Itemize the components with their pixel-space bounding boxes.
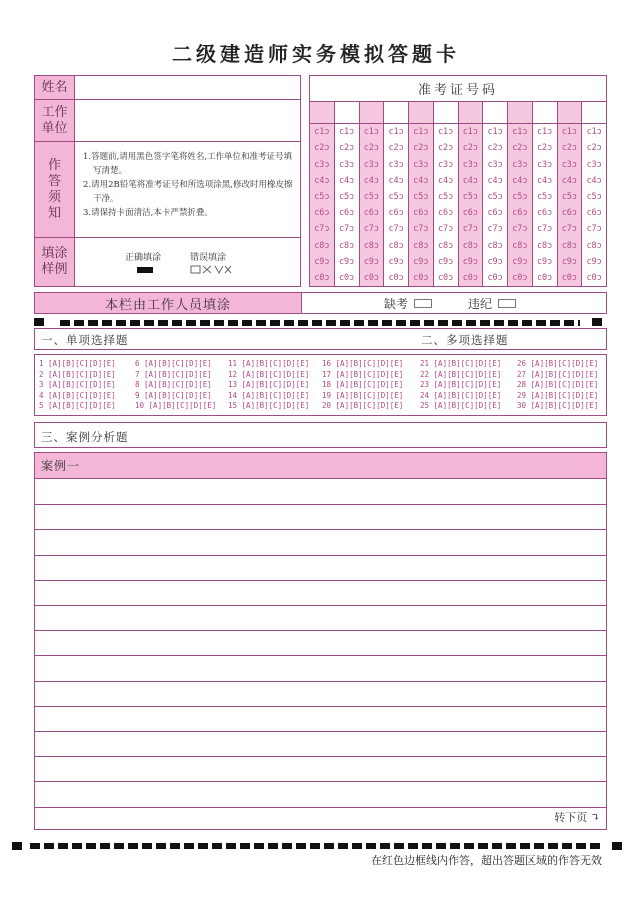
notes-list <box>83 150 294 220</box>
case-title: 案例一 <box>35 453 606 479</box>
registration-mark <box>12 842 22 850</box>
absent-checkbox[interactable] <box>414 299 432 308</box>
id-digit-bubble[interactable]: c3ɔ <box>363 159 380 170</box>
id-digit-bubble[interactable]: c6ɔ <box>388 208 404 219</box>
id-digit-bubble[interactable]: c5ɔ <box>314 191 330 202</box>
case-section-title: 三、案例分析题 <box>41 430 129 444</box>
bottom-cut-line <box>30 843 602 849</box>
id-digit-bubble[interactable]: c9ɔ <box>487 256 503 267</box>
id-digit-bubble[interactable]: c8ɔ <box>437 240 454 251</box>
id-digit-bubble[interactable]: c5ɔ <box>388 191 404 202</box>
id-digit-column <box>409 102 434 286</box>
id-digit-bubble[interactable]: c2ɔ <box>512 143 528 154</box>
id-digit-bubble[interactable]: c5ɔ <box>413 191 429 202</box>
admission-number-columns <box>310 102 606 286</box>
id-digit-bubble[interactable]: c6ɔ <box>561 208 578 219</box>
choice-item[interactable]: 30 [A][B][C][D][E] <box>517 401 599 410</box>
id-digit-bubble[interactable]: c0ɔ <box>586 272 602 283</box>
id-digit-bubble[interactable]: c1ɔ <box>586 127 602 138</box>
id-digit-column <box>360 102 385 286</box>
id-digit-write-cell[interactable] <box>384 102 408 124</box>
id-digit-bubble[interactable]: c9ɔ <box>314 256 330 267</box>
staff-fill-label: 本栏由工作人员填涂 <box>35 293 302 313</box>
choice-item[interactable]: 9 [A][B][C][D][E] <box>135 390 212 400</box>
correct-fill-mark <box>137 267 153 273</box>
next-page-label: 转下页 <box>554 811 588 824</box>
choice-item[interactable]: 3 [A][B][C][D][E] <box>39 380 116 389</box>
choice-item[interactable]: 24 [A][B][C][D][E] <box>420 390 502 400</box>
id-digit-bubble[interactable]: c9ɔ <box>363 256 380 267</box>
case-section-header <box>34 422 607 448</box>
id-digit-bubble[interactable]: c4ɔ <box>487 175 503 186</box>
id-digit-bubble[interactable]: c4ɔ <box>437 175 454 186</box>
id-digit-bubble[interactable]: c4ɔ <box>462 175 479 186</box>
id-digit-bubble[interactable]: c9ɔ <box>437 256 454 267</box>
id-digit-bubble[interactable]: c3ɔ <box>512 159 528 170</box>
id-digit-bubble[interactable]: c5ɔ <box>338 191 355 202</box>
id-digit-bubble[interactable]: c1ɔ <box>462 127 479 138</box>
id-digit-bubble[interactable]: c8ɔ <box>586 240 602 251</box>
answer-line <box>35 504 606 505</box>
id-digit-bubble[interactable]: c8ɔ <box>512 240 528 251</box>
id-digit-bubble[interactable]: c9ɔ <box>338 256 355 267</box>
choice-item[interactable]: 13 [A][B][C][D][E] <box>228 380 310 389</box>
choice-item[interactable]: 16 [A][B][C][D][E] <box>322 359 404 368</box>
cut-line <box>60 320 580 326</box>
choice-answer-grid <box>34 354 607 416</box>
notes-label: 作 答 须 知 <box>35 142 75 237</box>
wrong-fill-mark <box>190 265 232 275</box>
id-digit-bubble[interactable]: c4ɔ <box>561 175 578 186</box>
choice-item[interactable]: 2 [A][B][C][D][E] <box>39 369 116 379</box>
candidate-info-box <box>34 75 301 287</box>
id-digit-bubble[interactable]: c2ɔ <box>338 143 355 154</box>
id-digit-bubble[interactable]: c3ɔ <box>561 159 578 170</box>
choice-item[interactable]: 28 [A][B][C][D][E] <box>517 380 599 389</box>
id-digit-bubble[interactable]: c7ɔ <box>561 224 578 235</box>
staff-fill-options <box>302 293 606 313</box>
case-answer-area[interactable] <box>34 452 607 830</box>
id-digit-write-cell[interactable] <box>335 102 359 124</box>
id-digit-column <box>483 102 508 286</box>
id-digit-bubble[interactable]: c2ɔ <box>586 143 602 154</box>
registration-mark <box>34 318 44 326</box>
id-digit-bubble[interactable]: c6ɔ <box>536 208 553 219</box>
id-digit-bubble[interactable]: c6ɔ <box>338 208 355 219</box>
id-digit-bubble[interactable]: c5ɔ <box>512 191 528 202</box>
registration-mark <box>612 842 622 850</box>
next-page-text <box>554 809 600 825</box>
id-digit-bubble[interactable]: c3ɔ <box>536 159 553 170</box>
correct-fill-label: 正确填涂 <box>125 253 162 263</box>
choice-item[interactable]: 17 [A][B][C][D][E] <box>322 369 404 379</box>
id-digit-column <box>335 102 360 286</box>
id-digit-bubble[interactable]: c3ɔ <box>388 159 404 170</box>
id-digit-column <box>310 102 335 286</box>
id-digit-bubble[interactable]: c1ɔ <box>338 127 355 138</box>
id-digit-bubble[interactable]: c3ɔ <box>314 159 330 170</box>
id-digit-bubble[interactable]: c2ɔ <box>462 143 479 154</box>
answer-line <box>35 605 606 606</box>
id-digit-bubble[interactable]: c1ɔ <box>536 127 553 138</box>
admission-number-grid <box>309 75 607 287</box>
id-digit-bubble[interactable]: c9ɔ <box>561 256 578 267</box>
id-digit-column <box>384 102 409 286</box>
id-digit-bubble[interactable]: c7ɔ <box>512 224 528 235</box>
id-digit-write-cell[interactable] <box>434 102 458 124</box>
id-digit-bubble[interactable]: c2ɔ <box>437 143 454 154</box>
id-digit-column <box>533 102 558 286</box>
id-digit-bubble[interactable]: c8ɔ <box>338 240 355 251</box>
answer-line <box>35 681 606 682</box>
choice-item[interactable]: 7 [A][B][C][D][E] <box>135 369 212 379</box>
id-digit-bubble[interactable]: c0ɔ <box>338 272 355 283</box>
wrong-fill-label: 错误填涂 <box>190 253 227 263</box>
choice-item[interactable]: 4 [A][B][C][D][E] <box>39 390 116 400</box>
id-digit-bubble[interactable]: c0ɔ <box>561 272 578 283</box>
id-digit-bubble[interactable]: c2ɔ <box>413 143 429 154</box>
choice-item[interactable]: 1 [A][B][C][D][E] <box>39 359 116 368</box>
id-digit-bubble[interactable]: c9ɔ <box>536 256 553 267</box>
sample-row <box>35 238 300 286</box>
choice-item[interactable]: 11 [A][B][C][D][E] <box>228 359 310 368</box>
id-digit-bubble[interactable]: c0ɔ <box>413 272 429 283</box>
id-digit-bubble[interactable]: c1ɔ <box>314 127 330 138</box>
unit-label: 工作 单位 <box>35 100 75 141</box>
id-digit-bubble[interactable]: c1ɔ <box>388 127 404 138</box>
id-digit-bubble[interactable]: c8ɔ <box>462 240 479 251</box>
id-digit-bubble[interactable]: c5ɔ <box>437 191 454 202</box>
id-digit-bubble[interactable]: c0ɔ <box>388 272 404 283</box>
note-item: 2.请用2B铅笔将准考证号和所选项涂黑,修改时用橡皮擦干净。 <box>83 180 293 204</box>
id-digit-bubble[interactable]: c7ɔ <box>413 224 429 235</box>
id-digit-bubble[interactable]: c1ɔ <box>437 127 454 138</box>
id-digit-bubble[interactable]: c7ɔ <box>487 224 503 235</box>
id-digit-bubble[interactable]: c7ɔ <box>437 224 454 235</box>
id-digit-write-cell[interactable] <box>459 102 483 124</box>
notes-row <box>35 142 300 238</box>
sample-label: 填涂 样例 <box>35 238 75 286</box>
id-digit-bubble[interactable]: c3ɔ <box>487 159 503 170</box>
id-digit-bubble[interactable]: c3ɔ <box>462 159 479 170</box>
id-digit-bubble[interactable]: c5ɔ <box>561 191 578 202</box>
choice-item[interactable]: 6 [A][B][C][D][E] <box>135 359 212 368</box>
id-digit-bubble[interactable]: c5ɔ <box>586 191 602 202</box>
id-digit-bubble[interactable]: c6ɔ <box>512 208 528 219</box>
id-digit-column <box>508 102 533 286</box>
answer-line <box>35 756 606 757</box>
note-item: 1.答题前,请用黑色签字笔将姓名,工作单位和准考证号填写清楚。 <box>83 152 293 176</box>
violation-label: 违纪 <box>468 296 493 311</box>
id-digit-column <box>459 102 484 286</box>
answer-line <box>35 630 606 631</box>
name-row <box>35 76 300 100</box>
id-digit-bubble[interactable]: c9ɔ <box>462 256 479 267</box>
id-digit-bubble[interactable]: c4ɔ <box>586 175 602 186</box>
registration-mark <box>592 318 602 326</box>
unit-row <box>35 100 300 142</box>
footer-notice: 在红色边框线内作答，超出答题区域的作答无效 <box>371 854 602 867</box>
answer-line <box>35 807 606 808</box>
choice-item[interactable]: 12 [A][B][C][D][E] <box>228 369 310 379</box>
id-digit-bubble[interactable]: c6ɔ <box>462 208 479 219</box>
id-digit-bubble[interactable]: c8ɔ <box>388 240 404 251</box>
id-digit-bubble[interactable]: c4ɔ <box>413 175 429 186</box>
id-digit-bubble[interactable]: c4ɔ <box>512 175 528 186</box>
answer-line <box>35 706 606 707</box>
id-digit-bubble[interactable]: c0ɔ <box>487 272 503 283</box>
single-choice-title: 一、单项选择题 <box>41 333 129 347</box>
answer-line <box>35 655 606 656</box>
id-digit-write-cell[interactable] <box>409 102 433 124</box>
id-digit-bubble[interactable]: c2ɔ <box>536 143 553 154</box>
absent-label: 缺考 <box>384 296 409 311</box>
id-digit-bubble[interactable]: c6ɔ <box>413 208 429 219</box>
choice-item[interactable]: 15 [A][B][C][D][E] <box>228 401 310 410</box>
id-digit-bubble[interactable]: c7ɔ <box>338 224 355 235</box>
id-digit-bubble[interactable]: c4ɔ <box>536 175 553 186</box>
id-digit-bubble[interactable]: c9ɔ <box>512 256 528 267</box>
id-digit-bubble[interactable]: c1ɔ <box>512 127 528 138</box>
id-digit-bubble[interactable]: c7ɔ <box>363 224 380 235</box>
id-digit-bubble[interactable]: c9ɔ <box>388 256 404 267</box>
answer-line <box>35 731 606 732</box>
choice-item[interactable]: 19 [A][B][C][D][E] <box>322 390 404 400</box>
id-digit-bubble[interactable]: c7ɔ <box>388 224 404 235</box>
violation-checkbox[interactable] <box>498 299 516 308</box>
choice-item[interactable]: 27 [A][B][C][D][E] <box>517 369 599 379</box>
id-digit-bubble[interactable]: c7ɔ <box>462 224 479 235</box>
id-digit-bubble[interactable]: c8ɔ <box>561 240 578 251</box>
page-title: 二级建造师实务模拟答题卡 <box>172 42 460 66</box>
id-digit-bubble[interactable]: c1ɔ <box>561 127 578 138</box>
id-digit-bubble[interactable]: c3ɔ <box>338 159 355 170</box>
choice-section-header <box>34 328 607 350</box>
id-digit-bubble[interactable]: c6ɔ <box>437 208 454 219</box>
id-digit-write-cell[interactable] <box>360 102 384 124</box>
id-digit-bubble[interactable]: c7ɔ <box>586 224 602 235</box>
id-digit-write-cell[interactable] <box>558 102 582 124</box>
choice-item[interactable]: 10 [A][B][C][D][E] <box>135 401 217 410</box>
id-digit-bubble[interactable]: c7ɔ <box>536 224 553 235</box>
choice-item[interactable]: 14 [A][B][C][D][E] <box>228 390 310 400</box>
choice-item[interactable]: 20 [A][B][C][D][E] <box>322 401 404 410</box>
id-digit-bubble[interactable]: c0ɔ <box>314 272 330 283</box>
id-digit-write-cell[interactable] <box>533 102 557 124</box>
turn-arrow-icon: ↴ <box>587 811 600 824</box>
id-digit-bubble[interactable]: c8ɔ <box>487 240 503 251</box>
id-digit-bubble[interactable]: c8ɔ <box>363 240 380 251</box>
note-item: 3.请保持卡面清洁,本卡严禁折叠。 <box>83 208 213 218</box>
id-digit-bubble[interactable]: c8ɔ <box>536 240 553 251</box>
answer-line <box>35 580 606 581</box>
id-digit-write-cell[interactable] <box>310 102 334 124</box>
id-digit-bubble[interactable]: c9ɔ <box>413 256 429 267</box>
id-digit-bubble[interactable]: c0ɔ <box>363 272 380 283</box>
id-digit-bubble[interactable]: c5ɔ <box>462 191 479 202</box>
choice-item[interactable]: 18 [A][B][C][D][E] <box>322 380 404 389</box>
id-digit-bubble[interactable]: c6ɔ <box>314 208 330 219</box>
multi-choice-title: 二、多项选择题 <box>421 333 509 347</box>
choice-item[interactable]: 29 [A][B][C][D][E] <box>517 390 599 400</box>
id-digit-bubble[interactable]: c0ɔ <box>536 272 553 283</box>
choice-item[interactable]: 8 [A][B][C][D][E] <box>135 380 212 389</box>
staff-fill-bar <box>34 292 607 314</box>
id-digit-bubble[interactable]: c1ɔ <box>363 127 380 138</box>
id-digit-column <box>434 102 459 286</box>
id-digit-bubble[interactable]: c4ɔ <box>314 175 330 186</box>
id-digit-bubble[interactable]: c2ɔ <box>388 143 404 154</box>
answer-line <box>35 781 606 782</box>
id-digit-bubble[interactable]: c2ɔ <box>487 143 503 154</box>
id-digit-write-cell[interactable] <box>483 102 507 124</box>
id-digit-bubble[interactable]: c5ɔ <box>536 191 553 202</box>
id-digit-bubble[interactable]: c2ɔ <box>561 143 578 154</box>
answer-line <box>35 529 606 530</box>
id-digit-bubble[interactable]: c2ɔ <box>363 143 380 154</box>
choice-item[interactable]: 5 [A][B][C][D][E] <box>39 401 116 410</box>
id-digit-bubble[interactable]: c8ɔ <box>413 240 429 251</box>
id-digit-bubble[interactable]: c9ɔ <box>586 256 602 267</box>
id-digit-bubble[interactable]: c3ɔ <box>413 159 429 170</box>
id-digit-bubble[interactable]: c4ɔ <box>363 175 380 186</box>
id-digit-bubble[interactable]: c1ɔ <box>487 127 503 138</box>
id-digit-bubble[interactable]: c8ɔ <box>314 240 330 251</box>
id-digit-bubble[interactable]: c3ɔ <box>586 159 602 170</box>
id-digit-column <box>558 102 583 286</box>
id-digit-bubble[interactable]: c4ɔ <box>388 175 404 186</box>
id-digit-write-cell[interactable] <box>582 102 606 124</box>
name-label: 姓名 <box>35 76 75 99</box>
choice-item[interactable]: 23 [A][B][C][D][E] <box>420 380 502 389</box>
id-digit-bubble[interactable]: c3ɔ <box>437 159 454 170</box>
id-digit-bubble[interactable]: c0ɔ <box>512 272 528 283</box>
answer-line <box>35 555 606 556</box>
id-digit-bubble[interactable]: c6ɔ <box>586 208 602 219</box>
id-digit-bubble[interactable]: c4ɔ <box>338 175 355 186</box>
id-digit-bubble[interactable]: c5ɔ <box>363 191 380 202</box>
id-digit-bubble[interactable]: c7ɔ <box>314 224 330 235</box>
id-digit-bubble[interactable]: c2ɔ <box>314 143 330 154</box>
choice-item[interactable]: 22 [A][B][C][D][E] <box>420 369 502 379</box>
id-digit-column <box>582 102 606 286</box>
id-digit-bubble[interactable]: c0ɔ <box>437 272 454 283</box>
id-digit-bubble[interactable]: c1ɔ <box>413 127 429 138</box>
id-digit-bubble[interactable]: c5ɔ <box>487 191 503 202</box>
fill-sample <box>75 238 300 286</box>
choice-item[interactable]: 26 [A][B][C][D][E] <box>517 359 599 368</box>
choice-item[interactable]: 21 [A][B][C][D][E] <box>420 359 502 368</box>
id-digit-write-cell[interactable] <box>508 102 532 124</box>
admission-number-title: 准考证号码 <box>310 76 606 102</box>
id-digit-bubble[interactable]: c6ɔ <box>487 208 503 219</box>
choice-item[interactable]: 25 [A][B][C][D][E] <box>420 401 502 410</box>
id-digit-bubble[interactable]: c6ɔ <box>363 208 380 219</box>
id-digit-bubble[interactable]: c0ɔ <box>462 272 479 283</box>
